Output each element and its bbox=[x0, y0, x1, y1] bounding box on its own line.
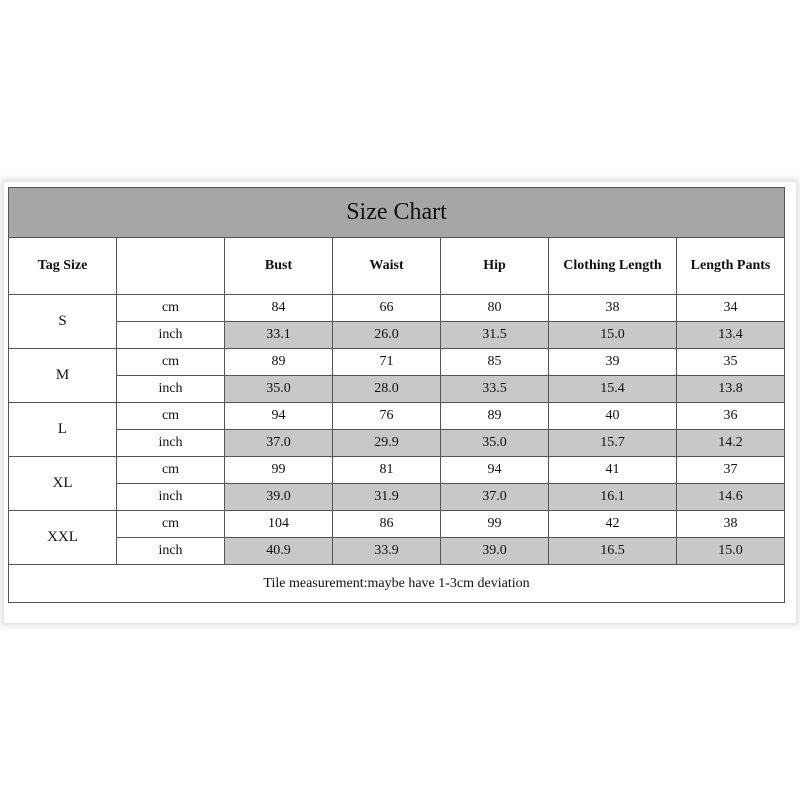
unit-cell: cm bbox=[117, 403, 225, 430]
length-pants-cell: 15.0 bbox=[677, 538, 785, 565]
size-label: M bbox=[9, 349, 117, 403]
clothing-length-cell: 15.7 bbox=[549, 430, 677, 457]
hip-cell: 35.0 bbox=[441, 430, 549, 457]
clothing-length-cell: 16.5 bbox=[549, 538, 677, 565]
hip-cell: 85 bbox=[441, 349, 549, 376]
waist-cell: 33.9 bbox=[333, 538, 441, 565]
header-bust: Bust bbox=[225, 238, 333, 295]
waist-cell: 28.0 bbox=[333, 376, 441, 403]
header-waist: Waist bbox=[333, 238, 441, 295]
bust-cell: 104 bbox=[225, 511, 333, 538]
table-row bbox=[9, 295, 785, 322]
bust-cell: 40.9 bbox=[225, 538, 333, 565]
table-row bbox=[9, 376, 785, 403]
waist-cell: 71 bbox=[333, 349, 441, 376]
hip-cell: 99 bbox=[441, 511, 549, 538]
bust-cell: 35.0 bbox=[225, 376, 333, 403]
header-clothing-length: Clothing Length bbox=[549, 238, 677, 295]
table-row bbox=[9, 403, 785, 430]
hip-cell: 89 bbox=[441, 403, 549, 430]
header-unit bbox=[117, 238, 225, 295]
clothing-length-cell: 41 bbox=[549, 457, 677, 484]
waist-cell: 26.0 bbox=[333, 322, 441, 349]
table-row bbox=[9, 457, 785, 484]
clothing-length-cell: 16.1 bbox=[549, 484, 677, 511]
table-row bbox=[9, 511, 785, 538]
bust-cell: 94 bbox=[225, 403, 333, 430]
unit-cell: inch bbox=[117, 430, 225, 457]
waist-cell: 86 bbox=[333, 511, 441, 538]
chart-title: Size Chart bbox=[9, 188, 785, 238]
length-pants-cell: 36 bbox=[677, 403, 785, 430]
length-pants-cell: 13.8 bbox=[677, 376, 785, 403]
bust-cell: 99 bbox=[225, 457, 333, 484]
note-row bbox=[9, 565, 785, 603]
unit-cell: inch bbox=[117, 484, 225, 511]
hip-cell: 31.5 bbox=[441, 322, 549, 349]
hip-cell: 33.5 bbox=[441, 376, 549, 403]
size-label: XXL bbox=[9, 511, 117, 565]
waist-cell: 76 bbox=[333, 403, 441, 430]
size-label: L bbox=[9, 403, 117, 457]
size-chart-table bbox=[8, 187, 785, 603]
unit-cell: cm bbox=[117, 295, 225, 322]
length-pants-cell: 13.4 bbox=[677, 322, 785, 349]
length-pants-cell: 37 bbox=[677, 457, 785, 484]
hip-cell: 94 bbox=[441, 457, 549, 484]
bust-cell: 89 bbox=[225, 349, 333, 376]
header-length-pants: Length Pants bbox=[677, 238, 785, 295]
length-pants-cell: 34 bbox=[677, 295, 785, 322]
clothing-length-cell: 40 bbox=[549, 403, 677, 430]
hip-cell: 37.0 bbox=[441, 484, 549, 511]
clothing-length-cell: 38 bbox=[549, 295, 677, 322]
unit-cell: inch bbox=[117, 322, 225, 349]
bust-cell: 84 bbox=[225, 295, 333, 322]
header-row bbox=[9, 238, 785, 295]
size-label: S bbox=[9, 295, 117, 349]
size-label: XL bbox=[9, 457, 117, 511]
waist-cell: 31.9 bbox=[333, 484, 441, 511]
table-row bbox=[9, 484, 785, 511]
unit-cell: cm bbox=[117, 349, 225, 376]
unit-cell: inch bbox=[117, 376, 225, 403]
waist-cell: 29.9 bbox=[333, 430, 441, 457]
unit-cell: inch bbox=[117, 538, 225, 565]
waist-cell: 81 bbox=[333, 457, 441, 484]
clothing-length-cell: 39 bbox=[549, 349, 677, 376]
header-hip: Hip bbox=[441, 238, 549, 295]
length-pants-cell: 14.6 bbox=[677, 484, 785, 511]
clothing-length-cell: 15.0 bbox=[549, 322, 677, 349]
unit-cell: cm bbox=[117, 457, 225, 484]
length-pants-cell: 35 bbox=[677, 349, 785, 376]
clothing-length-cell: 15.4 bbox=[549, 376, 677, 403]
waist-cell: 66 bbox=[333, 295, 441, 322]
length-pants-cell: 38 bbox=[677, 511, 785, 538]
hip-cell: 39.0 bbox=[441, 538, 549, 565]
table-row bbox=[9, 430, 785, 457]
table-row bbox=[9, 349, 785, 376]
length-pants-cell: 14.2 bbox=[677, 430, 785, 457]
table-row bbox=[9, 538, 785, 565]
hip-cell: 80 bbox=[441, 295, 549, 322]
measurement-note: Tile measurement:maybe have 1-3cm deviation bbox=[9, 565, 785, 603]
table-row bbox=[9, 322, 785, 349]
unit-cell: cm bbox=[117, 511, 225, 538]
bust-cell: 37.0 bbox=[225, 430, 333, 457]
header-tag-size: Tag Size bbox=[9, 238, 117, 295]
bust-cell: 33.1 bbox=[225, 322, 333, 349]
clothing-length-cell: 42 bbox=[549, 511, 677, 538]
bust-cell: 39.0 bbox=[225, 484, 333, 511]
